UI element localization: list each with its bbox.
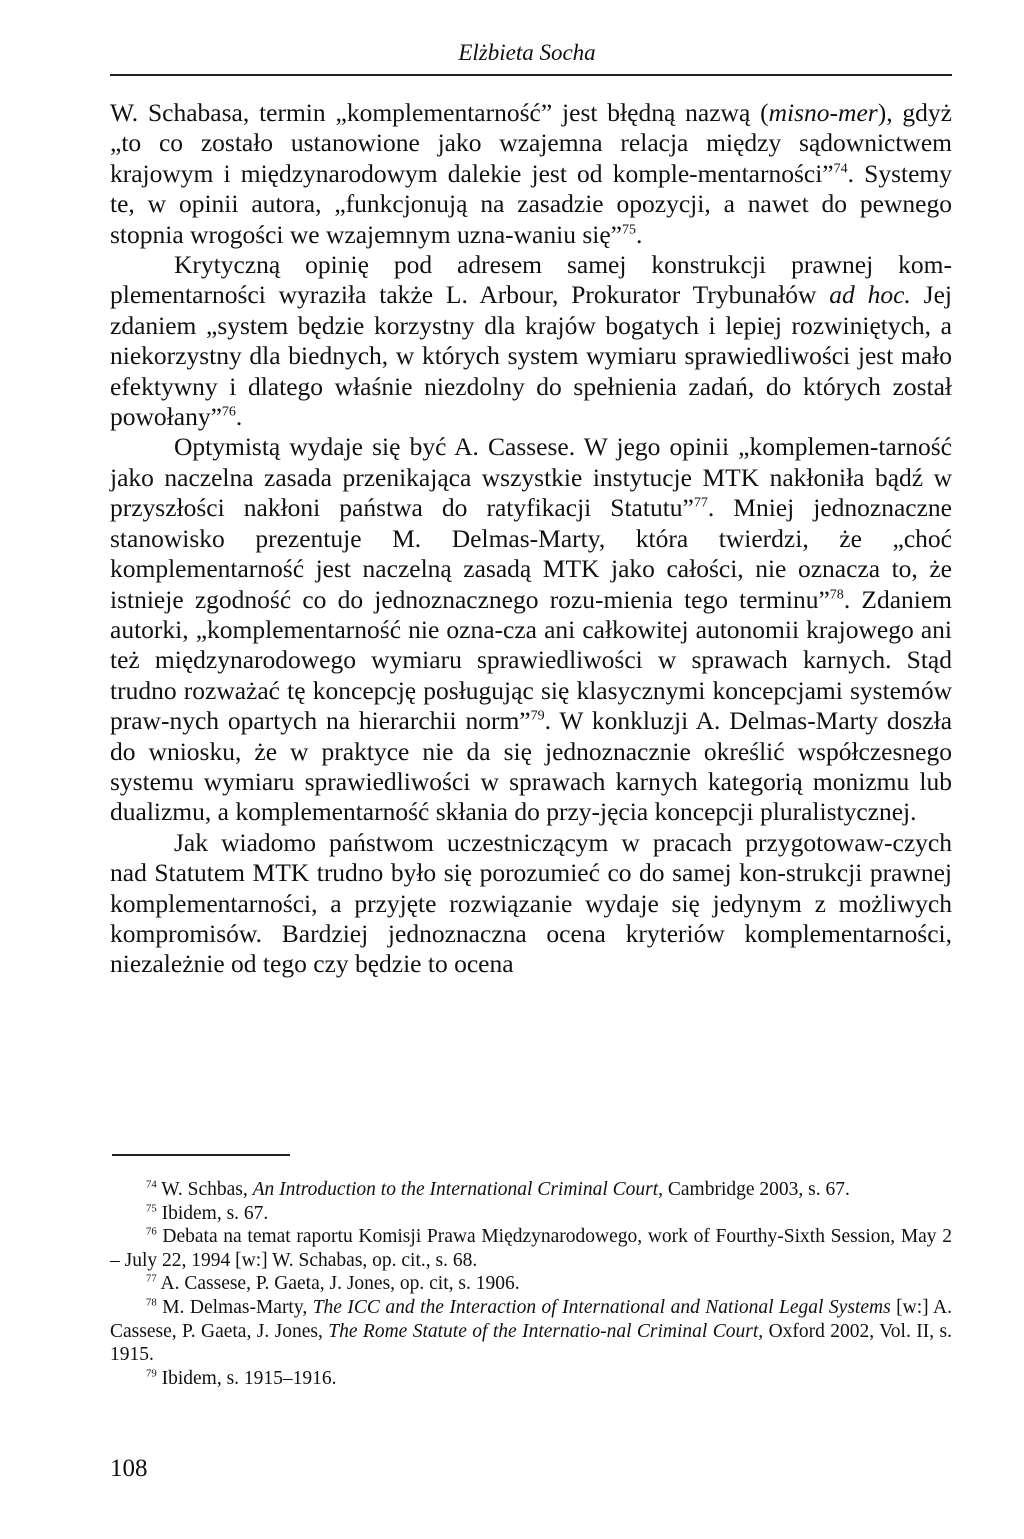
paragraph-2: Krytyczną opinię pod adresem samej konstrukcji prawnej kom-plementarności wyraziła także L. Arbour, Prokurator Trybunałów ad hoc. Jej zdaniem „system będzie korzystny dla krajów bogatych i lepiej rozwiniętych, a niekorzystny dla biednych, w których system wymiaru sprawiedliwości jest mało efektywny i dlatego właśnie niezdolny do spełnienia zadań, do których został powołany”$^{76}$. [110, 250, 952, 432]
paragraph-1: W. Schabasa, termin „komplementarność” jest błędną nazwą (misno-mer), gdyż „to co zostało ustanowione jako wzajemna relacja między sądownictwem krajowym i międzynarodowym dalekie jest od komple-mentarności”$^{74}$. Systemy te, w opinii autora, „funkcjonują na zasadzie opozycji, a nawet do pewnego stopnia wrogości we wzajemnym uzna-waniu się”$^{75}$. [110, 98, 953, 249]
footnote-76: $^{76}$ Debata na temat raportu Komisji Prawa Międzynarodowego, work of Fourthy-Sixth Session, May 2 – July 22, 1994 [w:] W. Schabas, op. cit., s. 68. [110, 1225, 952, 1271]
header-rule [110, 74, 952, 76]
footnote-75: $^{75}$ Ibidem, s. 67. [146, 1202, 269, 1224]
footnote-74: $^{74}$ W. Schbas, An Introduction to the International Criminal Court, Cambridge 2003, s. 67. [146, 1178, 850, 1200]
footnote-number: 78 [146, 1296, 157, 1309]
footnote-number: 76 [146, 1225, 157, 1238]
footnote-78: $^{78}$ M. Delmas-Marty, The ICC and the Interaction of International and National Legal Systems [w:] A. Cassese, P. Gaeta, J. Jones, The Rome Statute of the Internatio-nal Criminal Court, Oxford 2002, Vol. II, s. 1915. [110, 1296, 952, 1366]
main-text [110, 98, 952, 980]
paragraph-3: Optymistą wydaje się być A. Cassese. W jego opinii „komplemen-tarność jako naczelna zasada przenikająca wszystkie instytucje MTK nakłoniła bądź w przyszłości nakłoni państwa do ratyfikacji Statutu”$^{77}$. Mniej jednoznaczne stanowisko prezentuje M. Delmas-Marty, która twierdzi, że „choć komplementarność jest naczelną zasadą MTK jako całości, nie oznacza to, że istnieje zgodność co do jednoznacznego rozu-mienia tego terminu”$^{78}$. Zdaniem autorki, „komplementarność nie ozna-cza ani całkowitej autonomii krajowego ani też międzynarodowego wymiaru sprawiedliwości w sprawach karnych. Stąd trudno rozważać tę koncepcję posługując się klasycznymi koncepcjami systemów praw-nych opartych na hierarchii norm”$^{79}$. W konkluzji A. Delmas-Marty doszła do wniosku, że w praktyce nie da się jednoznacznie określić współczesnego systemu wymiaru sprawiedliwości w sprawach karnych kategorią monizmu lub dualizmu, a komplementarność skłania do przy-jęcia koncepcji pluralistycznej. [110, 432, 953, 827]
footnote-79: $^{79}$ Ibidem, s. 1915–1916. [146, 1367, 337, 1389]
footnote-ref-75[interactable]: 75 [621, 222, 636, 238]
footnote-ref-76[interactable]: 76 [221, 404, 236, 420]
footnote-ref-77[interactable]: 77 [693, 495, 708, 511]
footnote-77: $^{77}$ A. Cassese, P. Gaeta, J. Jones, op. cit, s. 1906. [146, 1272, 520, 1295]
page-number: 108 [110, 1455, 148, 1482]
footnote-number: 79 [146, 1367, 157, 1380]
footnote-rule [112, 1154, 290, 1156]
footnote-number: 74 [146, 1178, 157, 1191]
running-header: Elżbieta Socha [458, 40, 596, 65]
footnote-number: 75 [146, 1202, 157, 1215]
footnote-ref-74[interactable]: 74 [833, 161, 848, 177]
footnote-ref-79[interactable]: 79 [530, 708, 545, 724]
footnotes [110, 1178, 952, 1390]
footnote-ref-78[interactable]: 78 [829, 587, 844, 602]
footnote-number: 77 [146, 1272, 157, 1285]
paragraph-4: Jak wiadomo państwom uczestniczącym w pracach przygotowaw-czych nad Statutem MTK trudno było się porozumieć co do samej kon-strukcji prawnej komplementarności, a przyjęte rozwiązanie wydaje się jedynym z możliwych kompromisów. Bardziej jednoznaczna ocena kryteriów komplementarności, niezależnie od tego czy będzie to ocena [110, 827, 952, 979]
